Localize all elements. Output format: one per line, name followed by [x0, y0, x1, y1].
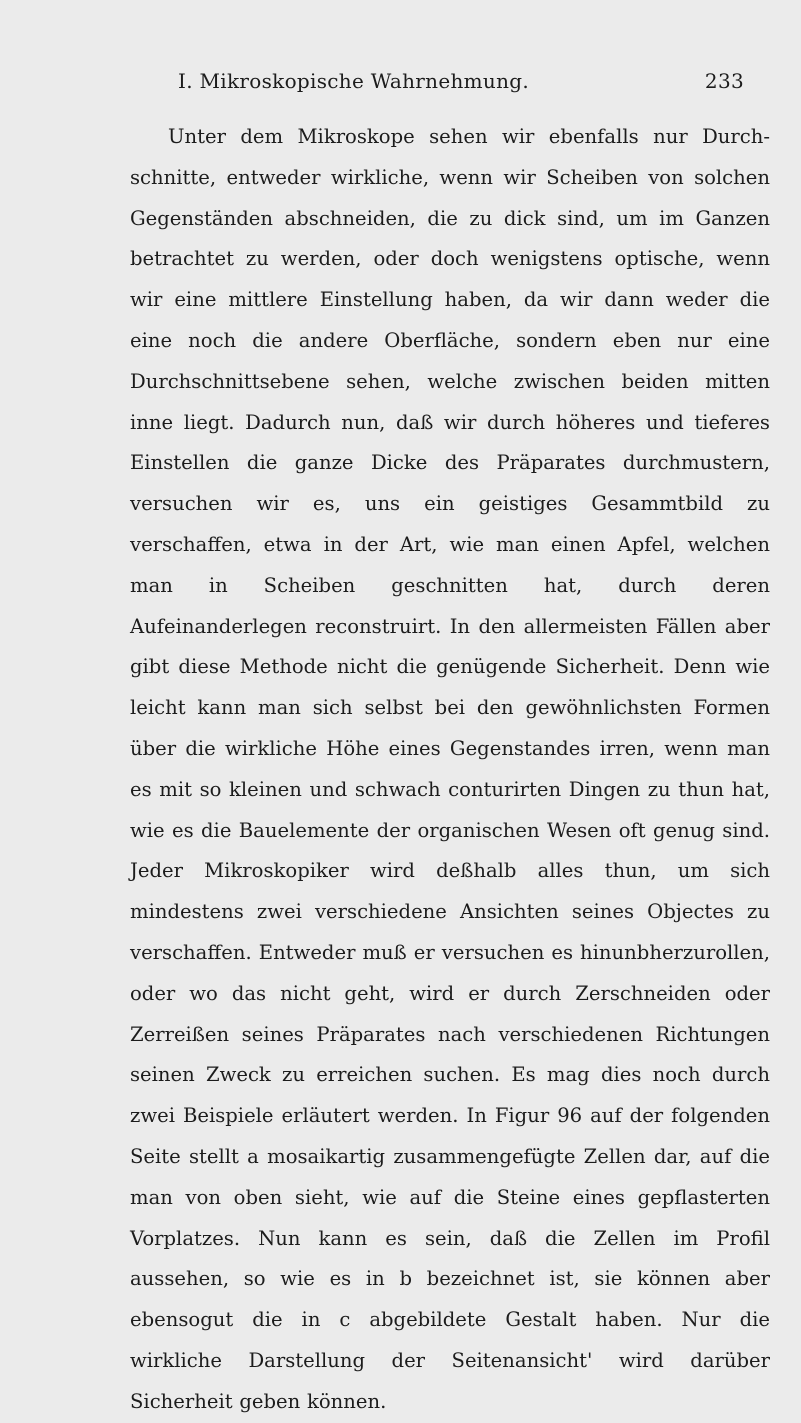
chapter-title: I. Mikroskopische Wahrnehmung.	[178, 69, 530, 93]
running-head	[150, 66, 750, 96]
body-paragraph: Unter dem Mikroskope sehen wir ebenfalls nur Durchschnitte, entweder wirkliche, wenn wir Scheiben von solchen Gegenständen abschneiden, die zu dick sind, um im Ganzen betrachtet zu werden, oder doch wenigstens optische, wenn wir eine mittlere Einstellung haben, da wir dann weder die eine noch die andere Oberfläche, sondern eben nur eine Durchschnittsebene sehen, welche zwischen beiden mitten inne liegt. Dadurch nun, daß wir durch höheres und tieferes Einstellen die ganze Dicke des Präparates durchmustern, versuchen wir es, uns ein geistiges Gesammtbild zu verschaffen, etwa in der Art, wie man einen Apfel, welchen man in Scheiben geschnitten hat, durch deren Aufeinanderlegen reconstruirt. In den allermeisten Fällen aber gibt diese Methode nicht die genügende Sicherheit. Denn wie leicht kann man sich selbst bei den gewöhnlichsten Formen über die wirkliche Höhe eines Gegenstandes irren, wenn man es mit so kleinen und schwach conturirten Dingen zu thun hat, wie es die Bauelemente der organischen Wesen oft genug sind. Jeder Mikroskopiker wird deßhalb alles thun, um sich mindestens zwei verschiedene Ansichten seines Objectes zu verschaffen. Entweder muß er versuchen es hinunbherzurollen, oder wo das nicht geht, wird er durch Zerschneiden oder Zerreißen seines Präparates nach verschiedenen Richtungen seinen Zweck zu erreichen suchen. Es mag dies noch durch zwei Beispiele erläutert werden. In Figur 96 auf der folgenden Seite stellt a mosaikartig zusammengefügte Zellen dar, auf die man von oben sieht, wie auf die Steine eines gepflasterten Vorplatzes. Nun kann es sein, daß die Zellen im Profil aussehen, so wie es in b bezeichnet ist, sie können aber ebensogut die in c abgebildete Gestalt haben. Nur die wirkliche Darstellung der Seitenansicht' wird darüber Sicherheit geben können.	[130, 125, 770, 1413]
page-number: 233	[704, 69, 744, 93]
